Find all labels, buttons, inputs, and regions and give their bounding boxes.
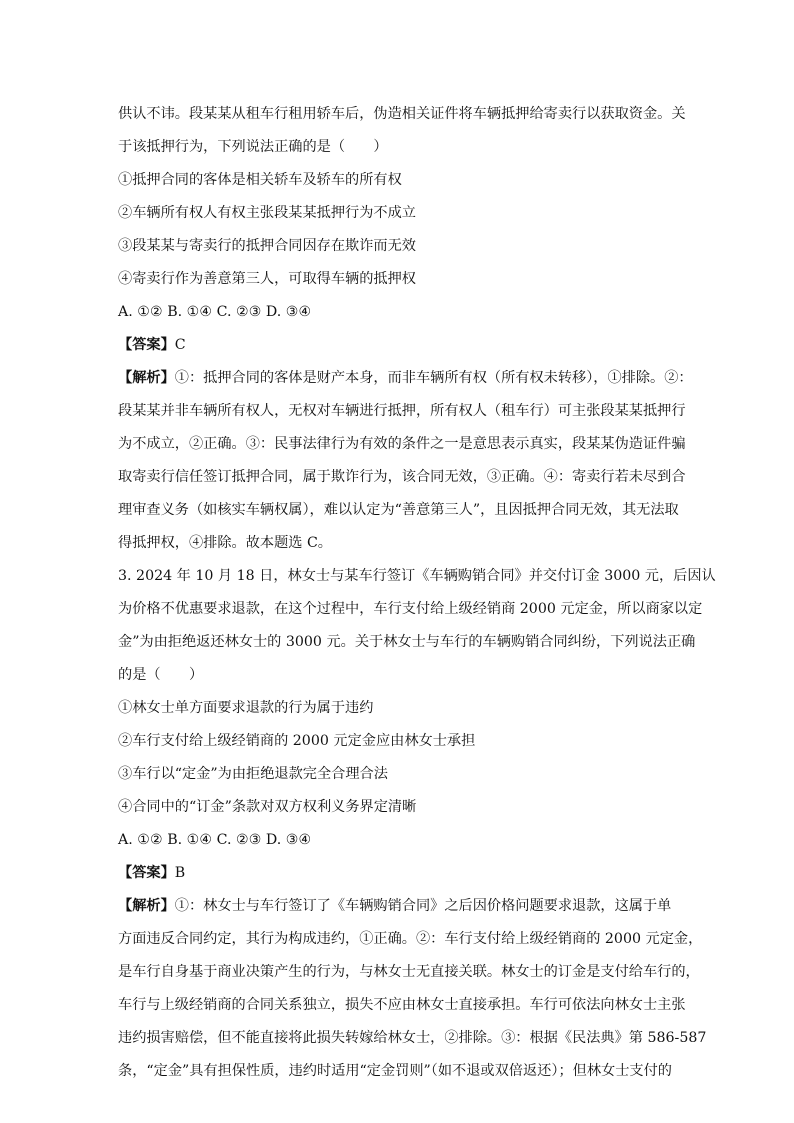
q3-option-1: ①林女士单方面要求退款的行为属于违约 (118, 700, 374, 716)
q3-answer (118, 857, 680, 890)
q3-analysis-text-1: ①：林女士与车行签订了《车辆购销合同》之后因价格问题要求退款，这属于单 (174, 898, 672, 914)
q3-option-4: ④合同中的“订金”条款对双方权利义务界定清晰 (118, 799, 417, 815)
q3-analysis-line-6: 条，“定金”具有担保性质，违约时适用“定金罚则”（如不退或双倍返还）；但林女士支付的 (118, 1063, 672, 1079)
q3-option-3: ③车行以“定金”为由拒绝退款完全合理合法 (118, 766, 388, 782)
q2-answer-value: C (174, 337, 186, 353)
q2-answer (118, 329, 680, 362)
q2-analysis-line-3: 为不成立，②正确。③：民事法律行为有效的条件之一是意思表示真实，段某某伪造证件骗 (118, 436, 686, 452)
q3-stem-line-4: 的是（ ） (118, 667, 204, 683)
q3-analysis-line-2: 方面违反合同约定，其行为构成违约，①正确。②：车行支付给上级经销商的 2000 元定金， (118, 931, 703, 947)
q3-analysis-line-5: 违约损害赔偿，但不能直接将此损失转嫁给林女士，②排除。③：根据《民法典》第 586-587 (118, 1030, 707, 1046)
q2-analysis-line-2: 段某某并非车辆所有权人，无权对车辆进行抵押，所有权人（租车行）可主张段某某抵押行 (118, 403, 686, 419)
page-content (118, 98, 716, 1088)
q2-analysis-line-1 (118, 362, 693, 395)
q2-option-2: ②车辆所有权人有权主张段某某抵押行为不成立 (118, 205, 416, 221)
q2-analysis-line-6: 得抵押权，④排除。故本题选 C。 (118, 535, 332, 551)
q2-analysis-line-5: 理审查义务（如核实车辆权属），难以认定为“善意第三人”，且因抵押合同无效，其无法取 (118, 502, 679, 518)
q2-analysis-label: 【解析】 (118, 370, 175, 386)
q3-answer-label: 【答案】 (118, 865, 175, 881)
q3-analysis-label: 【解析】 (118, 898, 175, 914)
q2-choices: A. ①② B. ①④ C. ②③ D. ③④ (118, 304, 312, 320)
q2-option-4: ④寄卖行作为善意第三人，可取得车辆的抵押权 (118, 271, 416, 287)
q3-stem-line-2: 为价格不优惠要求退款，在这个过程中，车行支付给上级经销商 2000 元定金，所以商家以定 (118, 601, 703, 617)
q2-analysis-line-4: 取寄卖行信任签订抵押合同，属于欺诈行为，该合同无效，③正确。④：寄卖行若未尽到合 (118, 469, 686, 485)
q3-analysis-line-4: 车行与上级经销商的合同关系独立，损失不应由林女士直接承担。车行可依法向林女士主张 (118, 997, 686, 1013)
q2-analysis-text-1: ①：抵押合同的客体是财产本身，而非车辆所有权（所有权未转移），①排除。②： (174, 370, 693, 386)
q2-option-1: ①抵押合同的客体是相关轿车及轿车的所有权 (118, 172, 402, 188)
q3-answer-value: B (174, 865, 186, 881)
q3-analysis-line-3: 是车行自身基于商业决策产生的行为，与林女士无直接关联。林女士的订金是支付给车行的， (118, 964, 700, 980)
q3-stem-line-3: 金”为由拒绝返还林女士的 3000 元。关于林女士与车行的车辆购销合同纠纷，下列说法正确 (118, 634, 696, 650)
q3-stem-line-1: 3. 2024 年 10 月 18 日，林女士与某车行签订《车辆购销合同》并交付订金 3000 元，后因认 (118, 568, 716, 584)
q3-analysis-line-1 (118, 890, 680, 923)
q2-stem-line-1: 供认不讳。段某某从租车行租用轿车后，伪造相关证件将车辆抵押给寄卖行以获取资金。关 (118, 106, 686, 122)
q2-stem-line-2: 于该抵押行为，下列说法正确的是（ ） (118, 139, 388, 155)
q3-choices: A. ①② B. ①④ C. ②③ D. ③④ (118, 832, 312, 848)
q3-option-2: ②车行支付给上级经销商的 2000 元定金应由林女士承担 (118, 733, 476, 749)
q2-answer-label: 【答案】 (118, 337, 175, 353)
q2-option-3: ③段某某与寄卖行的抵押合同因存在欺诈而无效 (118, 238, 416, 254)
